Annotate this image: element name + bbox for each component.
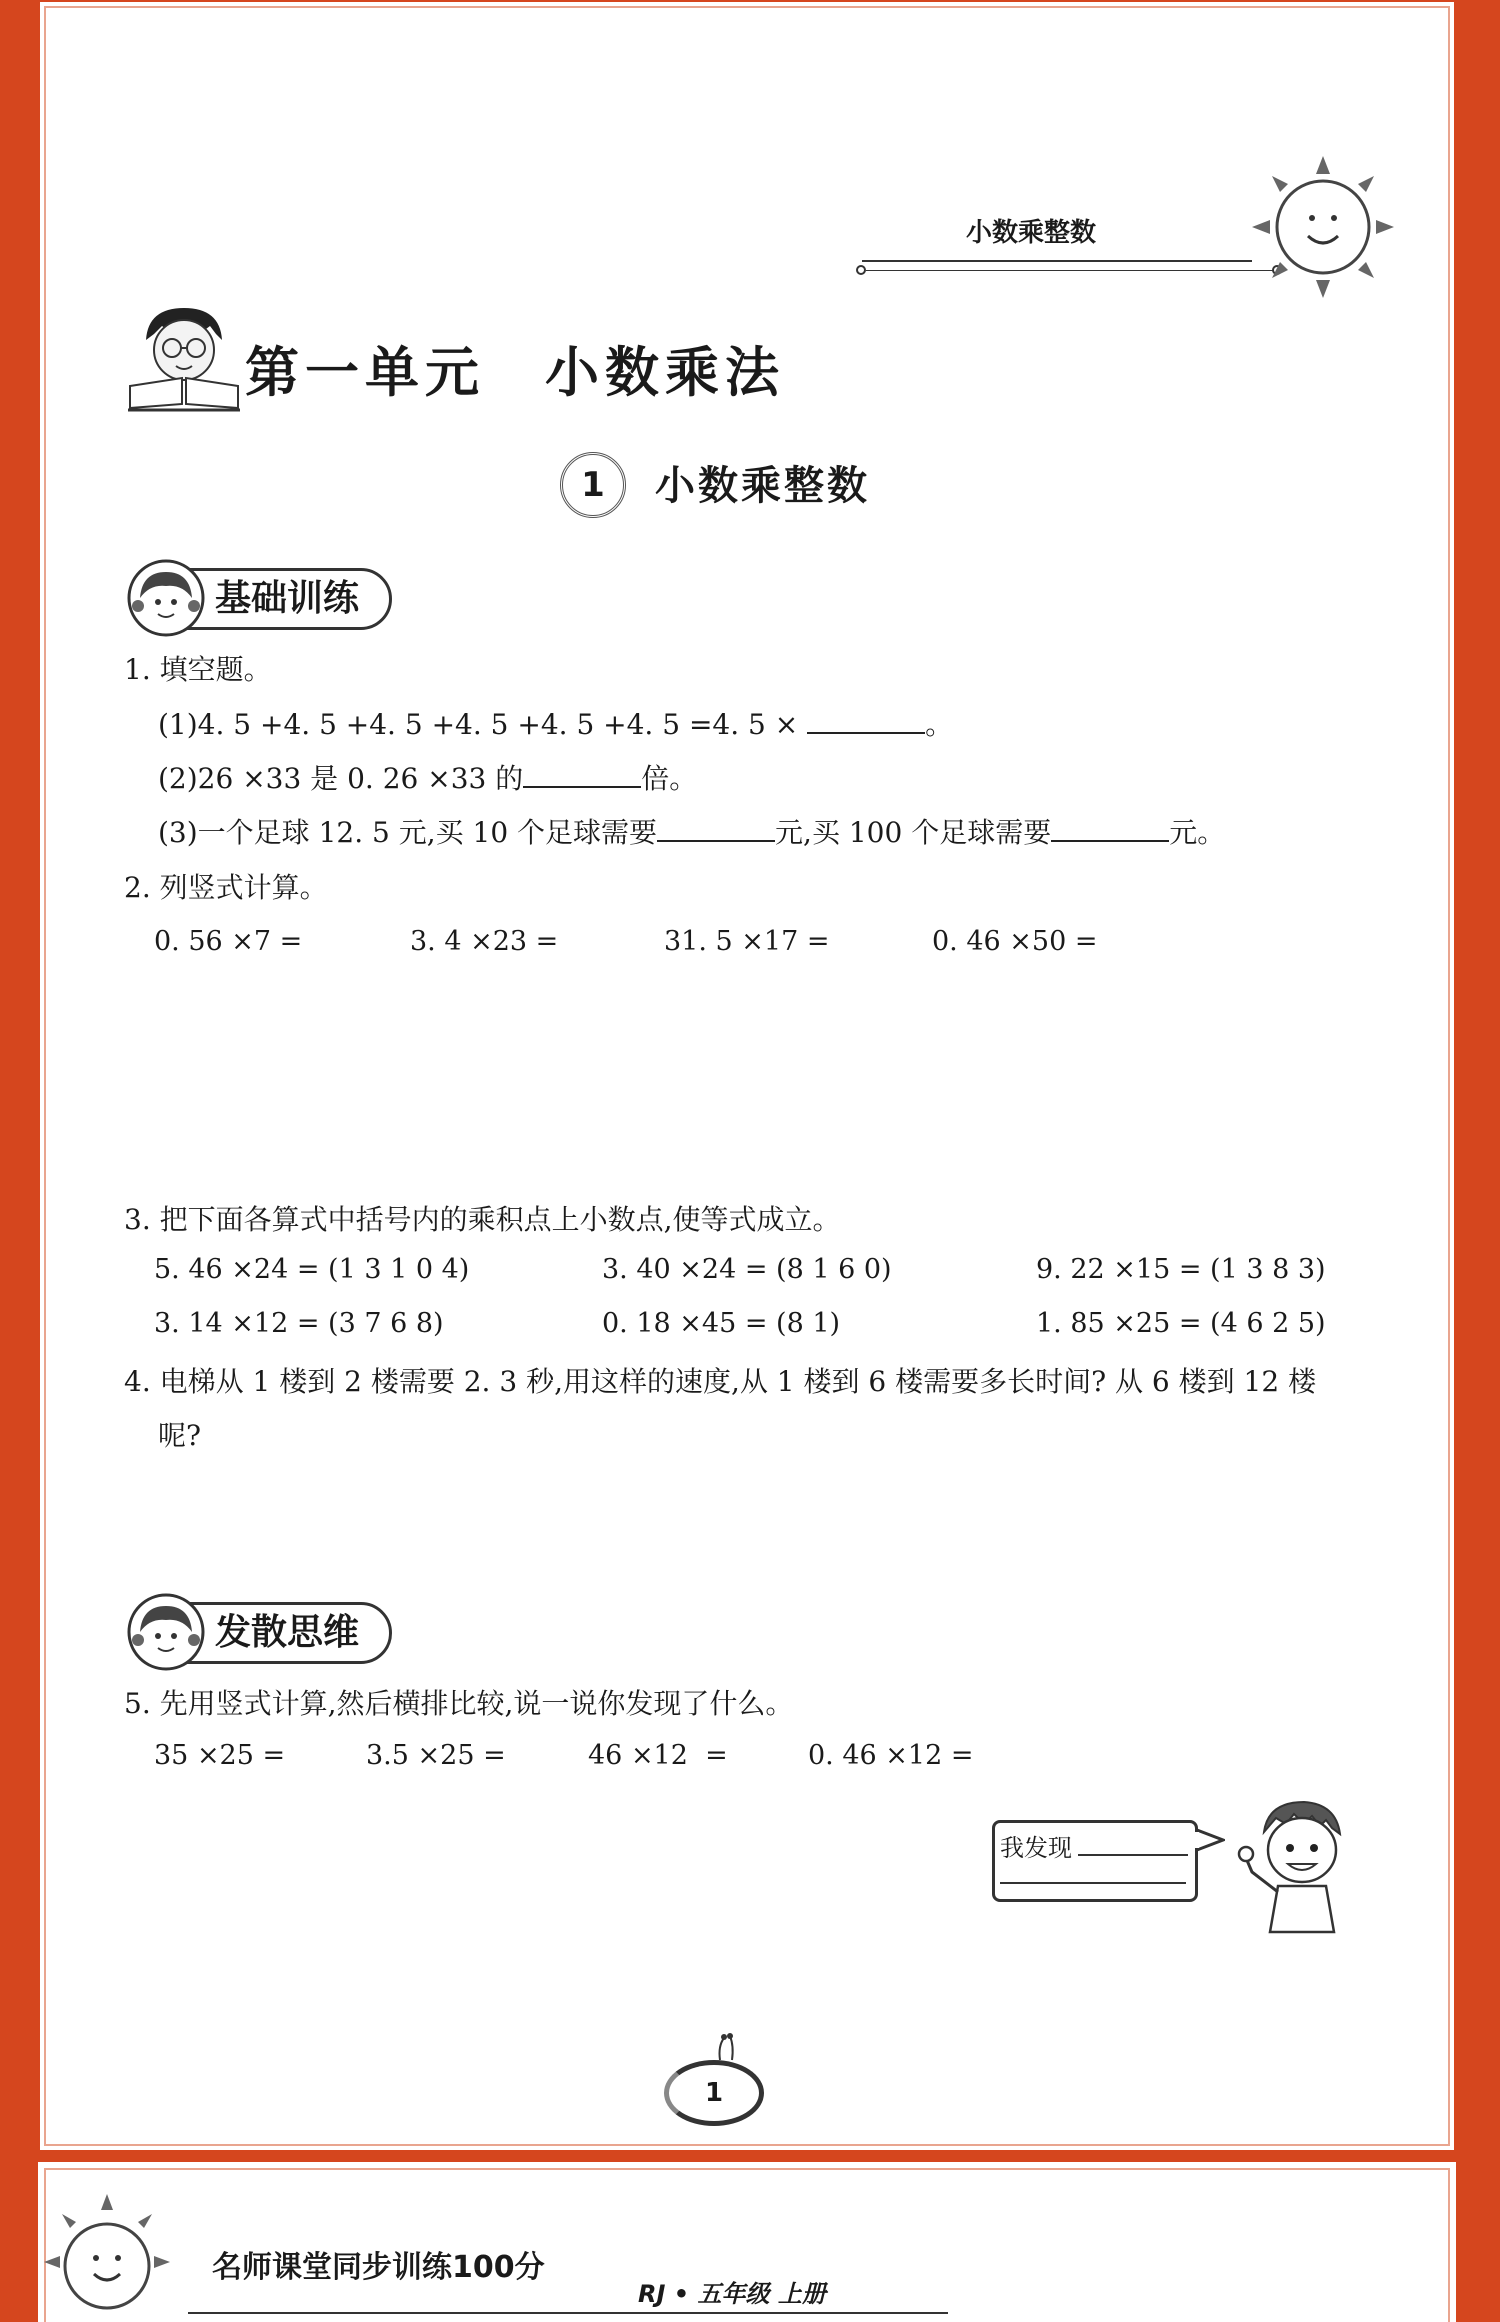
sun-icon: [42, 2192, 172, 2322]
footer-rule: [188, 2312, 948, 2314]
q1-part2-text: (2)26 ×33 是 0. 26 ×33 的: [158, 762, 524, 795]
unit-label: 第一单元: [245, 341, 485, 404]
q1-part2-end: 倍。: [641, 762, 698, 795]
q1-part3-end: 元。: [1169, 816, 1226, 849]
q1-part2-blank[interactable]: [523, 760, 641, 788]
unit-topic: 小数乘法: [545, 341, 785, 404]
q1-part3-text: (3)一个足球 12. 5 元,买 10 个足球需要: [158, 816, 658, 849]
girl-avatar-icon: [126, 1592, 206, 1672]
q4-line-2: 呢?: [158, 1419, 202, 1452]
running-head-title: 小数乘整数: [966, 218, 1097, 248]
discovery-label: 我发现: [1000, 1834, 1072, 1862]
section-divergent-label: 发散思维: [215, 1612, 360, 1653]
snail-antenna-icon: [712, 2032, 742, 2062]
q1-part3-blank1[interactable]: [657, 814, 775, 842]
series-title: 名师课堂同步训练100分: [212, 2250, 545, 2285]
section-basic-label: 基础训练: [215, 578, 360, 619]
q1-part1-blank[interactable]: [807, 706, 925, 734]
waving-boy-icon: [1224, 1792, 1374, 1942]
lesson-title: 小数乘整数: [655, 463, 870, 509]
q3-item-5: 0. 18 ×45 = (8 1): [602, 1308, 841, 1339]
q5-title: 5. 先用竖式计算,然后横排比较,说一说你发现了什么。: [124, 1687, 794, 1720]
q2-item-3: 31. 5 ×17 =: [664, 926, 830, 957]
worksheet-page: [38, 0, 1456, 2152]
edition-label: RJ • 五年级 上册: [638, 2280, 826, 2308]
discovery-answer-line-2[interactable]: [1000, 1882, 1186, 1884]
q5-item-4: 0. 46 ×12 =: [808, 1740, 974, 1771]
sun-icon: [1248, 152, 1398, 302]
q5-item-1: 35 ×25 =: [154, 1740, 286, 1771]
q1-part3-mid: 元,买 100 个足球需要: [775, 816, 1052, 849]
q3-item-3: 9. 22 ×15 = (1 3 8 3): [1036, 1254, 1326, 1285]
q2-item-2: 3. 4 ×23 =: [410, 926, 559, 957]
q5-item-2: 3.5 ×25 =: [366, 1740, 506, 1771]
discovery-answer-line-1[interactable]: [1078, 1854, 1188, 1856]
q1-part3-blank2[interactable]: [1051, 814, 1169, 842]
q1-title: 1. 填空题。: [124, 653, 272, 686]
running-head-rule: [862, 260, 1252, 262]
running-head-dot-left: [856, 265, 866, 275]
running-head-rule-thin: [866, 270, 1276, 271]
q1-part1-end: 。: [925, 708, 954, 741]
q5-item-3: 46 ×12 =: [588, 1740, 728, 1771]
lesson-number-badge: 1: [560, 452, 626, 518]
q2-item-1: 0. 56 ×7 =: [154, 926, 303, 957]
q3-title: 3. 把下面各算式中括号内的乘积点上小数点,使等式成立。: [124, 1203, 841, 1236]
girl-avatar-icon: [126, 558, 206, 638]
unit-title: [245, 330, 785, 407]
q3-item-4: 3. 14 ×12 = (3 7 6 8): [154, 1308, 444, 1339]
q3-item-1: 5. 46 ×24 = (1 3 1 0 4): [154, 1254, 470, 1285]
page-number: 1: [664, 2060, 764, 2126]
bubble-tail: [1195, 1826, 1225, 1856]
q3-item-6: 1. 85 ×25 = (4 6 2 5): [1036, 1308, 1326, 1339]
q3-item-2: 3. 40 ×24 = (8 1 6 0): [602, 1254, 892, 1285]
q1-part2: [158, 759, 697, 799]
reading-boy-icon: [124, 300, 244, 412]
q1-part3: [158, 813, 1225, 853]
q2-title: 2. 列竖式计算。: [124, 871, 328, 904]
q1-part1: [158, 705, 953, 745]
q4-line-1: 4. 电梯从 1 楼到 2 楼需要 2. 3 秒,用这样的速度,从 1 楼到 6 楼需要多长时间? 从 6 楼到 12 楼: [124, 1365, 1317, 1398]
next-page-header: [38, 2162, 1456, 2322]
q1-part1-text: (1)4. 5 +4. 5 +4. 5 +4. 5 +4. 5 +4. 5 =4. 5 ×: [158, 708, 799, 741]
q2-item-4: 0. 46 ×50 =: [932, 926, 1098, 957]
